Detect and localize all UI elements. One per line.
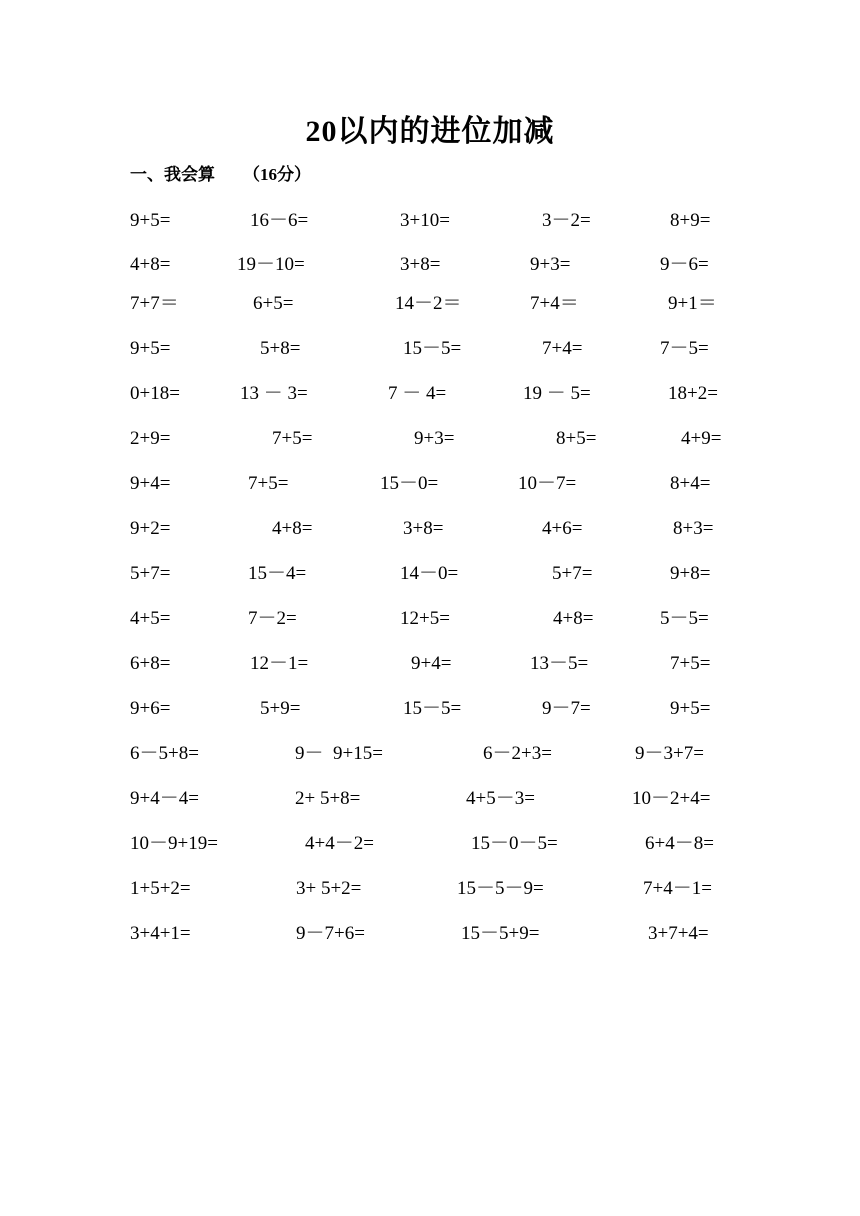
problem-item: 9+5=: [670, 698, 711, 719]
problem-item: 5+9=: [260, 698, 301, 719]
problem-item: 4+9=: [681, 428, 722, 449]
problem-item: 7+4－1=: [643, 878, 712, 899]
problem-item: 9－3+7=: [635, 743, 704, 764]
problem-item: 14－2＝: [395, 293, 462, 314]
problem-item: 15－0－5=: [471, 833, 558, 854]
problem-item: 10－7=: [518, 473, 577, 494]
problem-item: 3+ 5+2=: [296, 878, 362, 899]
problem-item: 7+5=: [670, 653, 711, 674]
problem-item: 9－7=: [542, 698, 591, 719]
problem-item: 15－4=: [248, 563, 307, 584]
problem-item: 5+7=: [552, 563, 593, 584]
problem-item: 9+4=: [130, 473, 171, 494]
problem-item: 9+2=: [130, 518, 171, 539]
problem-item: 7+4＝: [530, 293, 579, 314]
page-title: 20以内的进位加减: [305, 115, 555, 148]
problem-item: 19 － 5=: [523, 383, 591, 404]
problem-item: 7 － 4=: [388, 383, 447, 404]
problem-item: 15－5=: [403, 338, 462, 359]
problem-item: 9+3=: [414, 428, 455, 449]
problem-item: 9+3=: [530, 254, 571, 275]
problem-item: 2+ 5+8=: [295, 788, 361, 809]
section-points: （16分）: [243, 165, 311, 184]
problem-item: 6+4－8=: [645, 833, 714, 854]
problem-item: 6+8=: [130, 653, 171, 674]
problem-item: 3－2=: [542, 210, 591, 231]
problem-item: 15－5=: [403, 698, 462, 719]
problem-item: 13 － 3=: [240, 383, 308, 404]
problem-item: 9－7+6=: [296, 923, 365, 944]
problem-item: 10－2+4=: [632, 788, 711, 809]
problem-item: 6－2+3=: [483, 743, 552, 764]
problem-item: 16－6=: [250, 210, 309, 231]
problem-item: 8+9=: [670, 210, 711, 231]
problem-item: 18+2=: [668, 383, 718, 404]
problem-item: 19－10=: [237, 254, 305, 275]
problem-item: 9+8=: [670, 563, 711, 584]
problem-item: 4+4－2=: [305, 833, 374, 854]
problem-item: 7－5=: [660, 338, 709, 359]
problem-item: 9+6=: [130, 698, 171, 719]
problem-item: 9－6=: [660, 254, 709, 275]
problem-item: 7+5=: [248, 473, 289, 494]
problem-item: 7+7＝: [130, 293, 179, 314]
problem-item: 4+5=: [130, 608, 171, 629]
problem-item: 3+7+4=: [648, 923, 709, 944]
problem-item: 4+8=: [272, 518, 313, 539]
problem-item: 14－0=: [400, 563, 459, 584]
problem-item: 7+4=: [542, 338, 583, 359]
problem-item: 15－5+9=: [461, 923, 540, 944]
problem-item: 8+5=: [556, 428, 597, 449]
problem-item: 15－5－9=: [457, 878, 544, 899]
problem-item: 4+6=: [542, 518, 583, 539]
problem-item: 6+5=: [253, 293, 294, 314]
problem-item: 4+5－3=: [466, 788, 535, 809]
problem-item: 9+1＝: [668, 293, 717, 314]
problem-item: 15－0=: [380, 473, 439, 494]
problem-item: 6－5+8=: [130, 743, 199, 764]
problem-item: 3+8=: [400, 254, 441, 275]
problem-item: 2+9=: [130, 428, 171, 449]
problem-item: 3+8=: [403, 518, 444, 539]
problem-item: 9+5=: [130, 338, 171, 359]
problem-item: 7－2=: [248, 608, 297, 629]
section-heading: [130, 160, 311, 185]
problem-item: 5－5=: [660, 608, 709, 629]
problem-item: 9+4=: [411, 653, 452, 674]
problem-item: 5+7=: [130, 563, 171, 584]
problem-item: 13－5=: [530, 653, 589, 674]
problem-item: 12+5=: [400, 608, 450, 629]
problem-item: 12－1=: [250, 653, 309, 674]
problem-item: 9+4－4=: [130, 788, 199, 809]
problem-item: 9+5=: [130, 210, 171, 231]
problem-item: 3+10=: [400, 210, 450, 231]
problem-item: 4+8=: [553, 608, 594, 629]
problem-item: 9－ 9+15=: [295, 743, 383, 764]
section-label: 一、我会算: [130, 165, 215, 184]
problem-item: 10－9+19=: [130, 833, 218, 854]
problem-item: 8+3=: [673, 518, 714, 539]
problem-item: 5+8=: [260, 338, 301, 359]
problem-item: 1+5+2=: [130, 878, 191, 899]
problem-item: 7+5=: [272, 428, 313, 449]
problem-item: 4+8=: [130, 254, 171, 275]
problem-item: 0+18=: [130, 383, 180, 404]
problem-item: 8+4=: [670, 473, 711, 494]
problem-item: 3+4+1=: [130, 923, 191, 944]
